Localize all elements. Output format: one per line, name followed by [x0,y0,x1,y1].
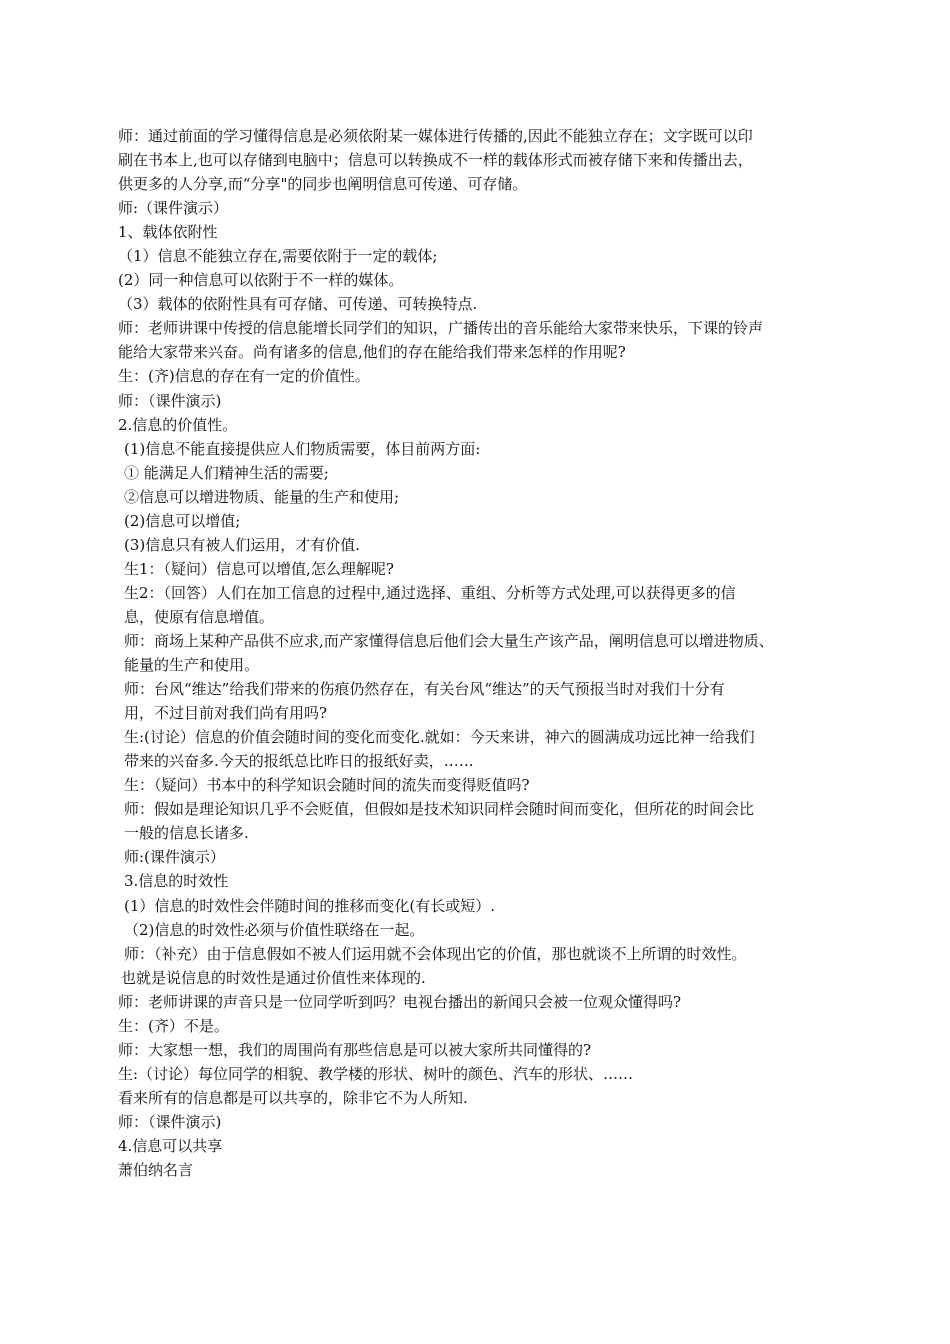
text-line: （3）载体的依附性具有可存储、可传递、可转换特点. [118,295,478,314]
text-line: 供更多的人分享,而“分享"的同步也阐明信息可传递、可存储。 [118,175,528,194]
text-line: (1）信息的时效性会伴随时间的推移而变化(有长或短）. [124,896,496,915]
text-line: 师:（课件演示） [118,199,229,218]
text-line: 师：台风“维达”给我们带来的伤痕仍然存在，有关台风“维达”的天气预报当时对我们十分有 [124,680,725,699]
section-heading: 1、载体依附性 [118,223,218,242]
text-line: 刷在书本上,也可以存储到电脑中；信息可以转换成不一样的载体形式而被存储下来和传播出去， [118,151,753,170]
text-line: （2)信息的时效性必须与价值性联络在一起。 [124,920,425,939]
text-line: ②信息可以增进物质、能量的生产和使用; [124,487,400,506]
text-line: (2)信息可以增值; [124,511,241,530]
text-line: 生：（疑问）书本中的科学知识会随时间的流失而变得贬值吗? [124,776,530,795]
text-line: (2）同一种信息可以依附于不一样的媒体。 [118,271,404,290]
text-line: (3)信息只有被人们运用，才有价值. [124,535,361,554]
document-body [0,124,950,1182]
text-line: 师：老师讲课的声音只是一位同学听到吗？电视台播出的新闻只会被一位观众懂得吗? [118,992,682,1011]
text-line: 师：（课件演示) [118,391,222,410]
text-line: 师：假如是理论知识几乎不会贬值，但假如是技术知识同样会随时间而变化，但所花的时间会比 [124,800,755,819]
text-line: 师：老师讲课中传授的信息能增长同学们的知识，广播传出的音乐能给大家带来快乐，下课的铃声 [118,319,764,338]
text-line: 能给大家带来兴奋。尚有诸多的信息,他们的存在能给我们带来怎样的作用呢? [118,343,626,362]
text-line: 也就是说信息的时效性是通过价值性来体现的. [121,968,426,987]
text-line: ① 能满足人们精神生活的需要; [124,463,329,482]
text-line: 萧伯纳名言 [118,1161,194,1180]
text-line: 师：大家想一想，我们的周围尚有那些信息是可以被大家所共同懂得的? [118,1040,592,1059]
text-line: 生:（讨论）每位同学的相貌、教学楼的形状、树叶的颜色、汽车的形状、…… [118,1064,634,1083]
text-line: 一般的信息长诸多. [124,824,249,843]
text-line: 生：(齐）不是。 [118,1016,229,1035]
section-heading: 2.信息的价值性。 [118,415,238,434]
text-line: 生1：（疑问）信息可以增值,怎么理解呢? [124,559,394,578]
text-line: (1)信息不能直接提供应人们物质需要，体目前两方面: [124,439,481,458]
text-line: 能量的生产和使用。 [124,656,260,675]
text-line: 师：通过前面的学习懂得信息是必须依附某一媒体进行传播的,因此不能独立存在；文字既可以印 [118,127,753,145]
section-heading: 3.信息的时效性 [124,872,229,891]
section-heading: 4.信息可以共享 [118,1136,223,1155]
text-line: 生：(齐)信息的存在有一定的价值性。 [118,367,370,386]
text-line: 生:(讨论）信息的价值会随时间的变化而变化.就如：今天来讲，神六的圆满成功远比神一给我们 [124,728,755,747]
text-line: 息，使原有信息增值。 [124,607,275,626]
text-line: 师：（课件演示) [118,1112,222,1131]
text-line: 师：（补充）由于信息假如不被人们运用就不会体现出它的价值，那也就谈不上所谓的时效性。 [124,944,747,963]
text-line: 生2：（回答）人们在加工信息的过程中,通过选择、重组、分析等方式处理,可以获得更多的信 [124,583,736,602]
text-line: 师：商场上某种产品供不应求,而产家懂得信息后他们会大量生产该产品，阐明信息可以增进物质、 [124,631,774,650]
text-line: 用，不过目前对我们尚有用吗? [124,704,328,723]
text-line: （1）信息不能独立存在,需要依附于一定的载体; [118,247,438,266]
text-line: 看来所有的信息都是可以共享的，除非它不为人所知. [118,1088,468,1107]
text-line: 带来的兴奋多.今天的报纸总比昨日的报纸好卖，…… [124,752,474,771]
text-line: 师:(课件演示） [124,848,225,867]
